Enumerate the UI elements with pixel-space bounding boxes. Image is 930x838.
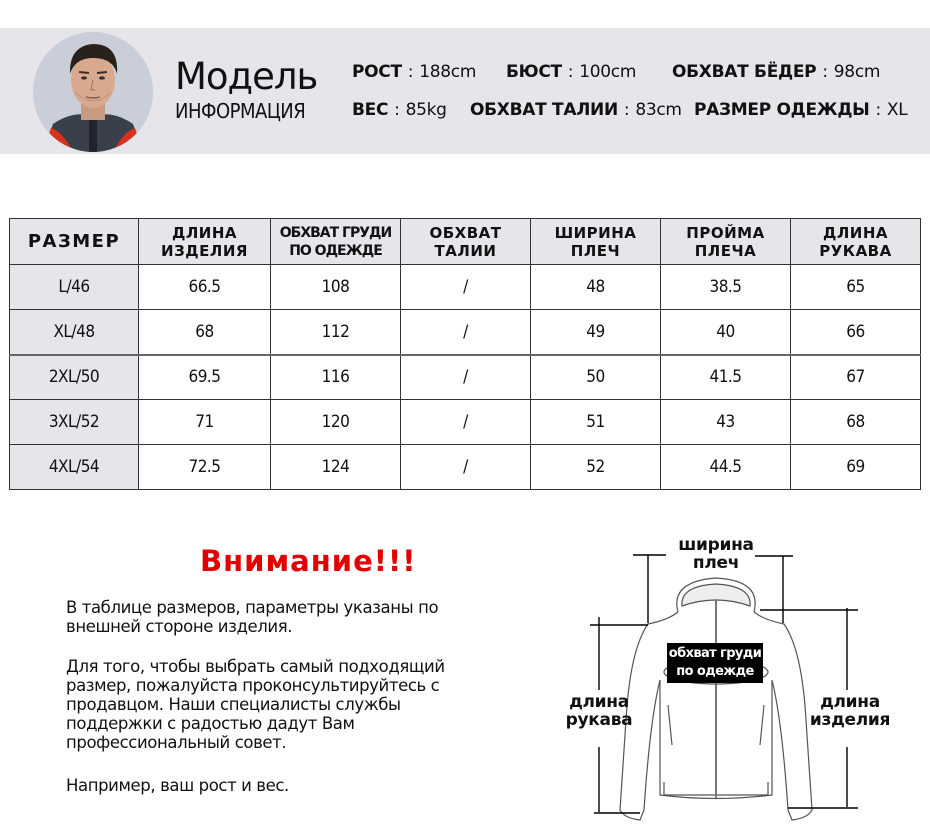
table-cell: 66.5 — [139, 265, 271, 310]
table-cell: 50 — [531, 355, 661, 400]
table-cell: 52 — [531, 445, 661, 490]
header-text: ДЛИНА — [822, 223, 889, 242]
notice-paragraph-3 — [66, 776, 516, 795]
spec-value: XL — [886, 100, 908, 120]
size-cell: XL/48 — [10, 310, 139, 355]
table-cell: 69 — [791, 445, 921, 490]
spec-label: ОБХВАТ ТАЛИИ — [470, 100, 618, 120]
notice-paragraph-2 — [66, 657, 516, 752]
spec-height — [352, 62, 476, 82]
table-cell: 120 — [271, 400, 401, 445]
garment-length-label — [804, 693, 896, 729]
header-text: ПЛЕЧА — [694, 241, 757, 260]
spec-label: РАЗМЕР ОДЕЖДЫ — [694, 100, 870, 120]
table-cell: 124 — [271, 445, 401, 490]
label-line: длина — [820, 692, 880, 712]
table-cell: 108 — [271, 265, 401, 310]
table-cell: 68 — [139, 310, 271, 355]
table-cell: 68 — [791, 400, 921, 445]
notice-line: поддержки с радостью дадут Вам — [66, 714, 355, 733]
header-garment-length — [139, 219, 271, 265]
label-line: изделия — [809, 710, 891, 730]
table-cell: 66 — [791, 310, 921, 355]
spec-value: 98cm — [833, 62, 881, 82]
size-cell: 2XL/50 — [10, 355, 139, 400]
header-text: РУКАВА — [819, 241, 892, 260]
table-cell: 65 — [791, 265, 921, 310]
label-line: ширина — [678, 535, 754, 555]
table-row — [10, 355, 921, 400]
table-cell: 49 — [531, 310, 661, 355]
header-text: РАЗМЕР — [27, 230, 121, 252]
spec-value: 83cm — [635, 100, 682, 120]
model-photo-icon — [33, 32, 153, 152]
header-shoulder-width — [531, 219, 661, 265]
spec-hips — [672, 62, 880, 82]
spec-clothing-size — [694, 100, 907, 120]
table-cell: 40 — [661, 310, 791, 355]
spec-separator: : — [822, 62, 828, 82]
header-text: ДЛИНА — [171, 223, 238, 242]
size-chart-table — [9, 218, 921, 490]
spec-value: 85kg — [405, 100, 447, 120]
attention-heading: Внимание!!! — [200, 544, 417, 578]
table-cell: / — [401, 445, 531, 490]
table-cell: / — [401, 265, 531, 310]
spec-label: ВЕС — [352, 100, 389, 120]
header-chest — [271, 219, 401, 265]
table-cell: / — [401, 400, 531, 445]
table-cell: 48 — [531, 265, 661, 310]
chest-label — [667, 643, 763, 683]
table-cell: 43 — [661, 400, 791, 445]
table-row — [10, 400, 921, 445]
spec-separator: : — [875, 100, 881, 120]
header-text: ШИРИНА — [554, 223, 637, 242]
table-cell: 69.5 — [139, 355, 271, 400]
notice-line: профессиональный совет. — [66, 733, 287, 752]
header-text: ИЗДЕЛИЯ — [161, 241, 248, 260]
spec-separator: : — [623, 100, 630, 120]
header-text: ОБХВАТ — [429, 223, 502, 242]
header-text: ОБХВАТ ГРУДИ — [279, 224, 392, 241]
notice-paragraph-1 — [66, 598, 516, 636]
notice-line: Например, ваш рост и вес. — [66, 776, 289, 795]
label-line: длина — [569, 692, 629, 712]
table-cell: 67 — [791, 355, 921, 400]
table-cell: / — [401, 310, 531, 355]
header-sleeve-length — [791, 219, 921, 265]
shoulder-width-label — [668, 536, 764, 572]
label-line: по одежде — [676, 664, 754, 679]
model-title: Модель — [175, 55, 318, 98]
spec-separator: : — [394, 100, 400, 120]
table-row — [10, 310, 921, 355]
table-cell: 71 — [139, 400, 271, 445]
size-cell: 4XL/54 — [10, 445, 139, 490]
spec-separator: : — [407, 62, 414, 82]
notice-line: Для того, чтобы выбрать самый подходящий — [66, 657, 445, 676]
table-row — [10, 445, 921, 490]
jacket-measurement-diagram — [540, 520, 930, 838]
spec-bust — [506, 62, 636, 82]
table-cell: 44.5 — [661, 445, 791, 490]
header-text: ТАЛИИ — [434, 241, 497, 260]
notice-line: В таблице размеров, параметры указаны по — [66, 598, 439, 617]
spec-separator: : — [567, 62, 574, 82]
table-cell: 112 — [271, 310, 401, 355]
spec-weight — [352, 100, 447, 120]
model-avatar — [33, 32, 153, 152]
table-cell: 51 — [531, 400, 661, 445]
spec-label: РОСТ — [352, 62, 402, 82]
sleeve-length-label — [554, 693, 644, 729]
label-line: обхват груди — [668, 646, 762, 661]
spec-label: БЮСТ — [506, 62, 562, 82]
spec-label: ОБХВАТ БЁДЕР — [672, 62, 817, 82]
header-waist — [401, 219, 531, 265]
table-cell: 38.5 — [661, 265, 791, 310]
notice-line: внешней стороне изделия. — [66, 617, 293, 636]
table-row — [10, 265, 921, 310]
size-cell: 3XL/52 — [10, 400, 139, 445]
table-cell: 116 — [271, 355, 401, 400]
header-text: ПРОЙМА — [686, 223, 765, 242]
table-cell: 72.5 — [139, 445, 271, 490]
spec-value: 100cm — [579, 62, 637, 82]
header-size — [10, 219, 139, 265]
table-cell: 41.5 — [661, 355, 791, 400]
header-text: ПЛЕЧ — [570, 241, 621, 260]
header-text: ПО ОДЕЖДЕ — [289, 242, 382, 259]
label-line: рукава — [565, 710, 633, 730]
spec-waist — [470, 100, 682, 120]
table-header-row — [10, 219, 921, 265]
notice-line: продавцом. Наши специалисты службы — [66, 695, 401, 714]
table-cell: / — [401, 355, 531, 400]
header-armhole — [661, 219, 791, 265]
model-subtitle: ИНФОРМАЦИЯ — [175, 99, 306, 123]
label-line: плеч — [692, 553, 740, 573]
size-cell: L/46 — [10, 265, 139, 310]
notice-line: размер, пожалуйста проконсультируйтесь с — [66, 676, 440, 695]
spec-value: 188cm — [419, 62, 477, 82]
